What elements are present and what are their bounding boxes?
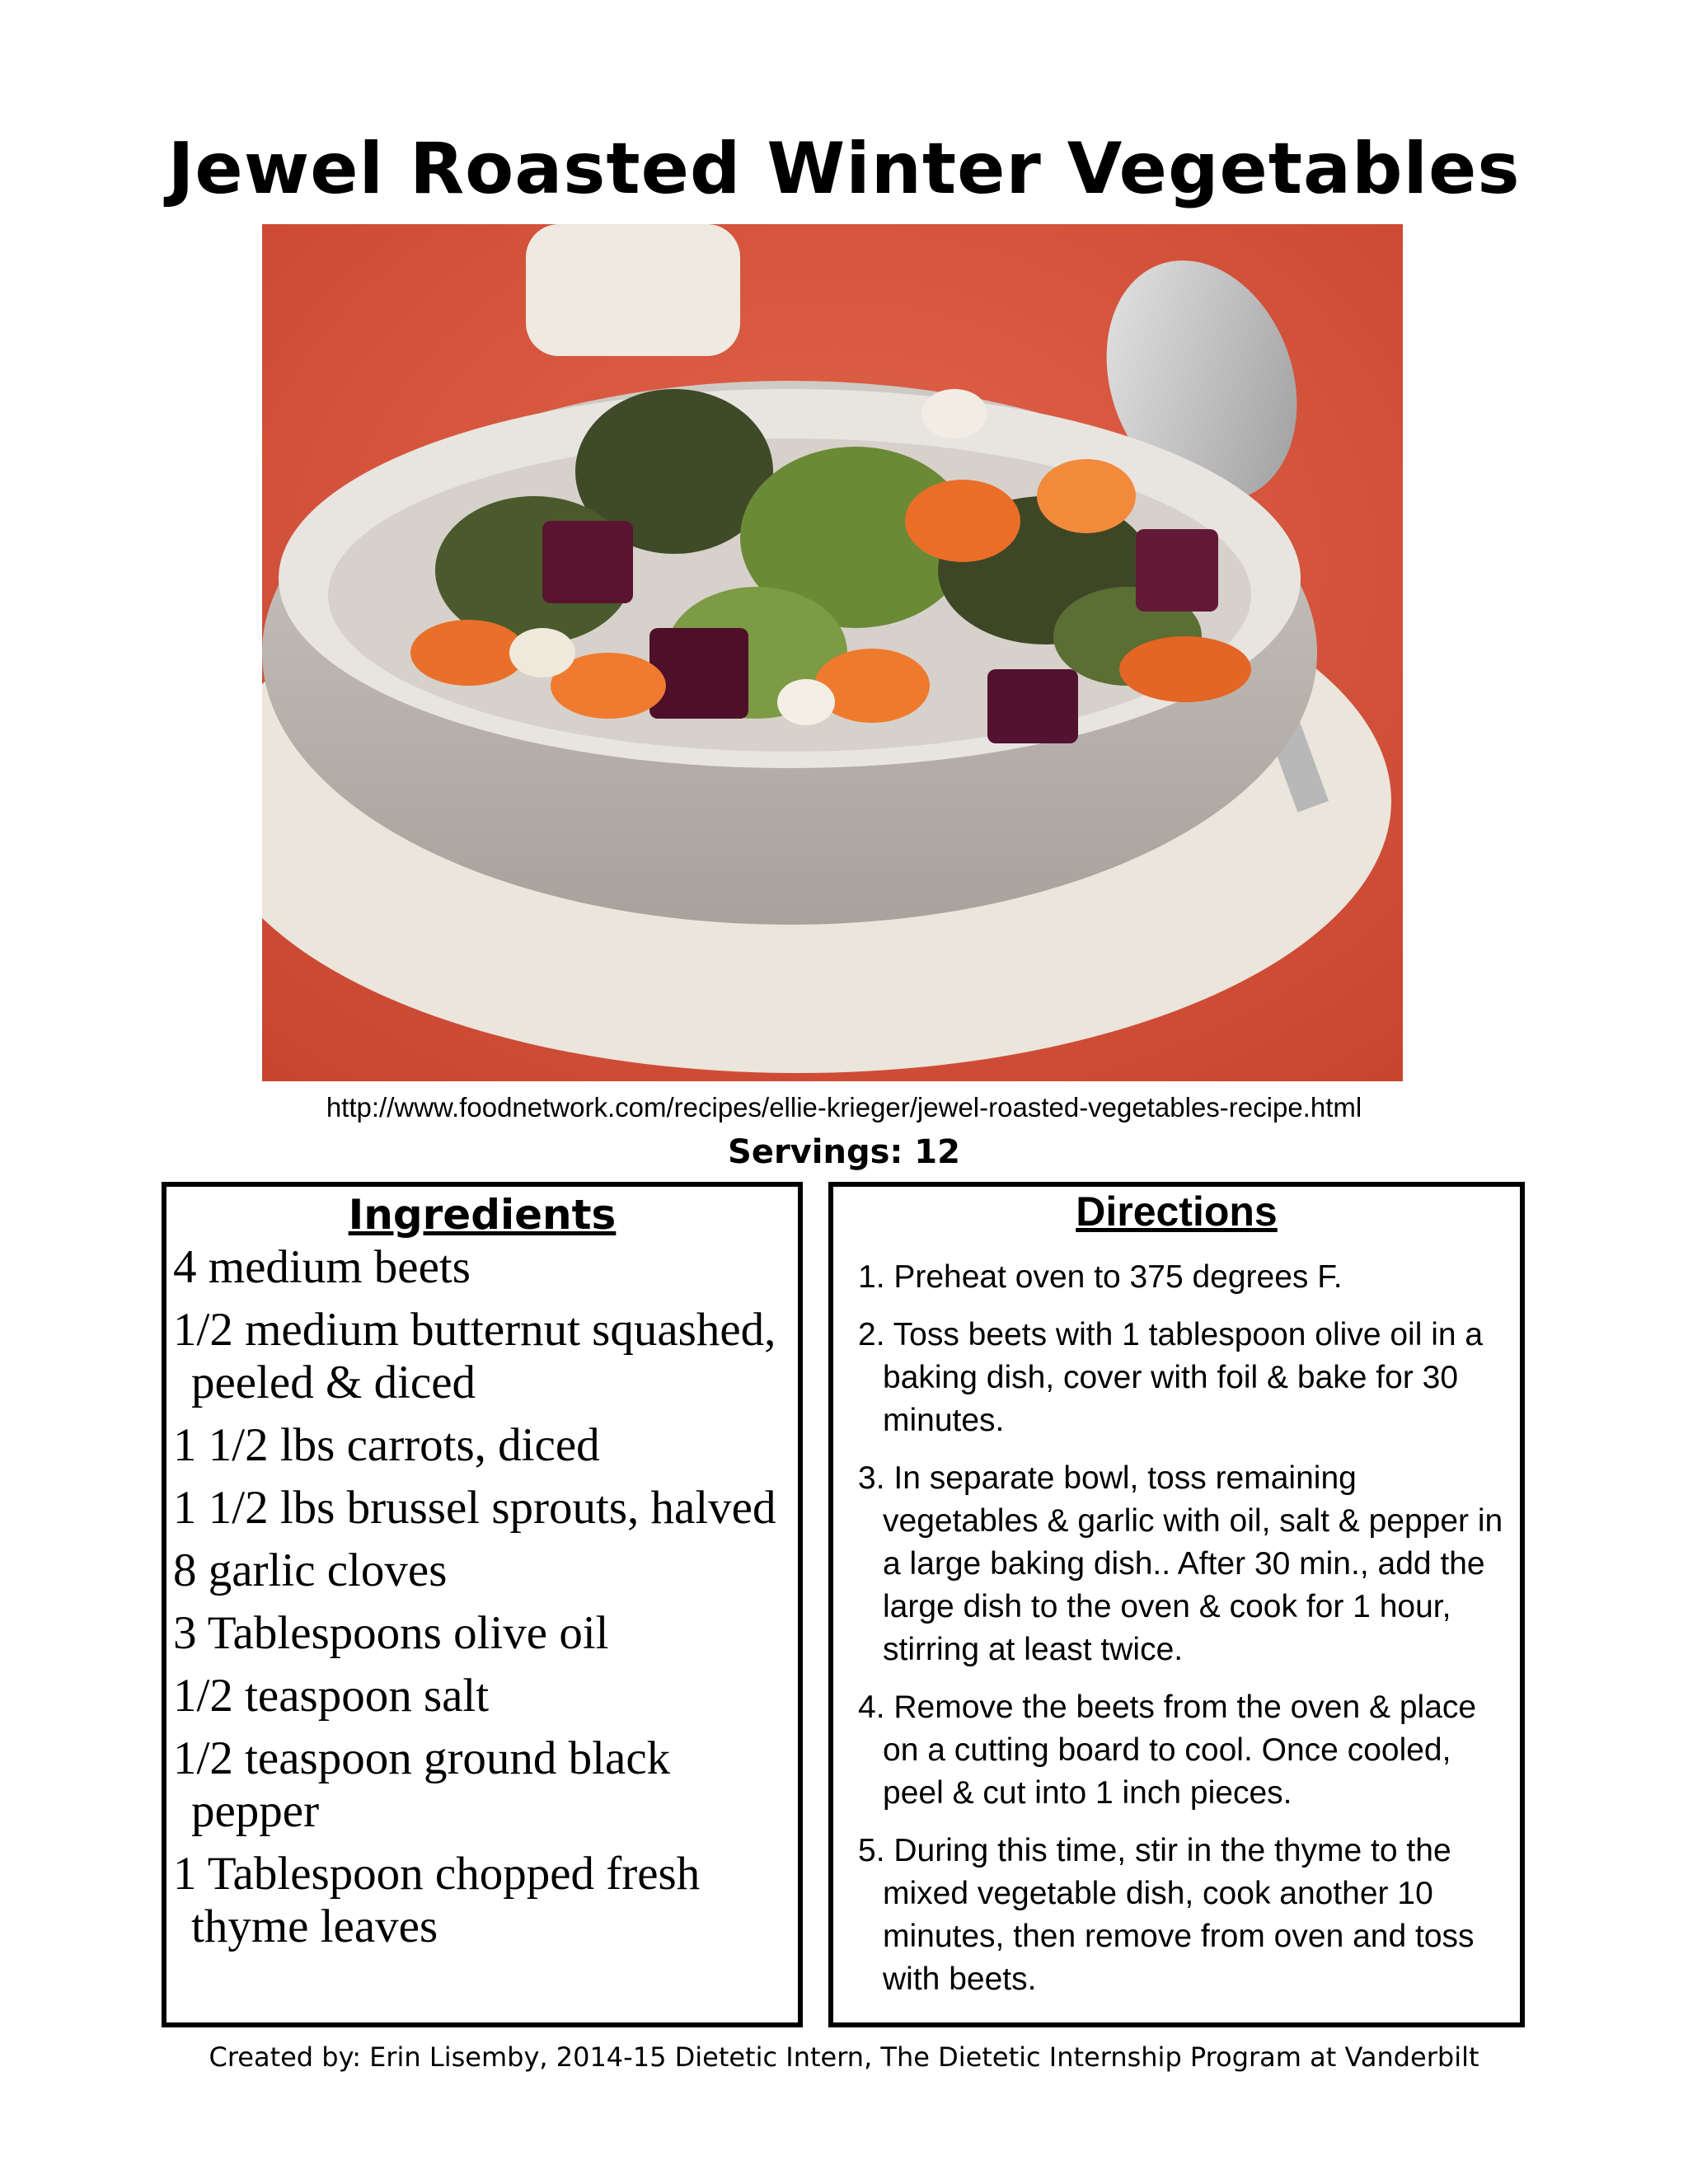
source-url: http://www.foodnetwork.com/recipes/ellie-krieger/jewel-roasted-vegetables-recipe.html xyxy=(326,1092,1362,1122)
list-item: 1 1/2 lbs brussel sprouts, halved xyxy=(173,1482,776,1534)
list-item: 4. Remove the beets from the oven & place on a cutting board to cool. Once cooled, peel & cut into 1 inch pieces. xyxy=(858,1690,1477,1811)
list-item: 1. Preheat oven to 375 degrees F. xyxy=(858,1259,1343,1295)
list-item: 2. Toss beets with 1 tablespoon olive oil in a baking dish, cover with foil & bake for 30 minutes. xyxy=(858,1317,1484,1438)
list-item: 1/2 teaspoon salt xyxy=(173,1670,490,1722)
credits-footer: Created by: Erin Lisemby, 2014-15 Dietetic Intern, The Dietetic Internship Program at Vanderbilt xyxy=(209,2041,1479,2073)
list-item: 1 1/2 lbs carrots, diced xyxy=(173,1419,600,1471)
list-item: 1/2 teaspoon ground black pepper xyxy=(173,1732,671,1837)
directions-list xyxy=(833,1256,1520,2001)
directions-heading: Directions xyxy=(1076,1188,1278,1235)
servings-label: Servings: 12 xyxy=(728,1133,960,1171)
ingredients-list xyxy=(166,1241,798,1953)
list-item: 1 Tablespoon chopped fresh thyme leaves xyxy=(173,1848,701,1952)
list-item: 5. During this time, stir in the thyme to the mixed vegetable dish, cook another 10 minutes, then remove from oven and toss with beets. xyxy=(858,1833,1475,1997)
roasted-vegetables-image xyxy=(262,224,1403,1081)
ingredients-box xyxy=(162,1182,803,2027)
list-item: 3. In separate bowl, toss remaining vegetables & garlic with oil, salt & pepper in a large baking dish.. After 30 min., add the large dish to the oven & cook for 1 hour, stirring at least twice. xyxy=(858,1460,1503,1667)
recipe-title: Jewel Roasted Winter Vegetables xyxy=(167,128,1521,210)
list-item: 3 Tablespoons olive oil xyxy=(173,1607,609,1659)
list-item: 4 medium beets xyxy=(173,1241,471,1293)
list-item: 8 garlic cloves xyxy=(173,1544,448,1596)
list-item: 1/2 medium butternut squashed, peeled & diced xyxy=(173,1304,776,1408)
directions-box xyxy=(828,1182,1525,2027)
ingredients-heading: Ingredients xyxy=(348,1191,617,1239)
recipe-photo xyxy=(262,224,1403,1081)
